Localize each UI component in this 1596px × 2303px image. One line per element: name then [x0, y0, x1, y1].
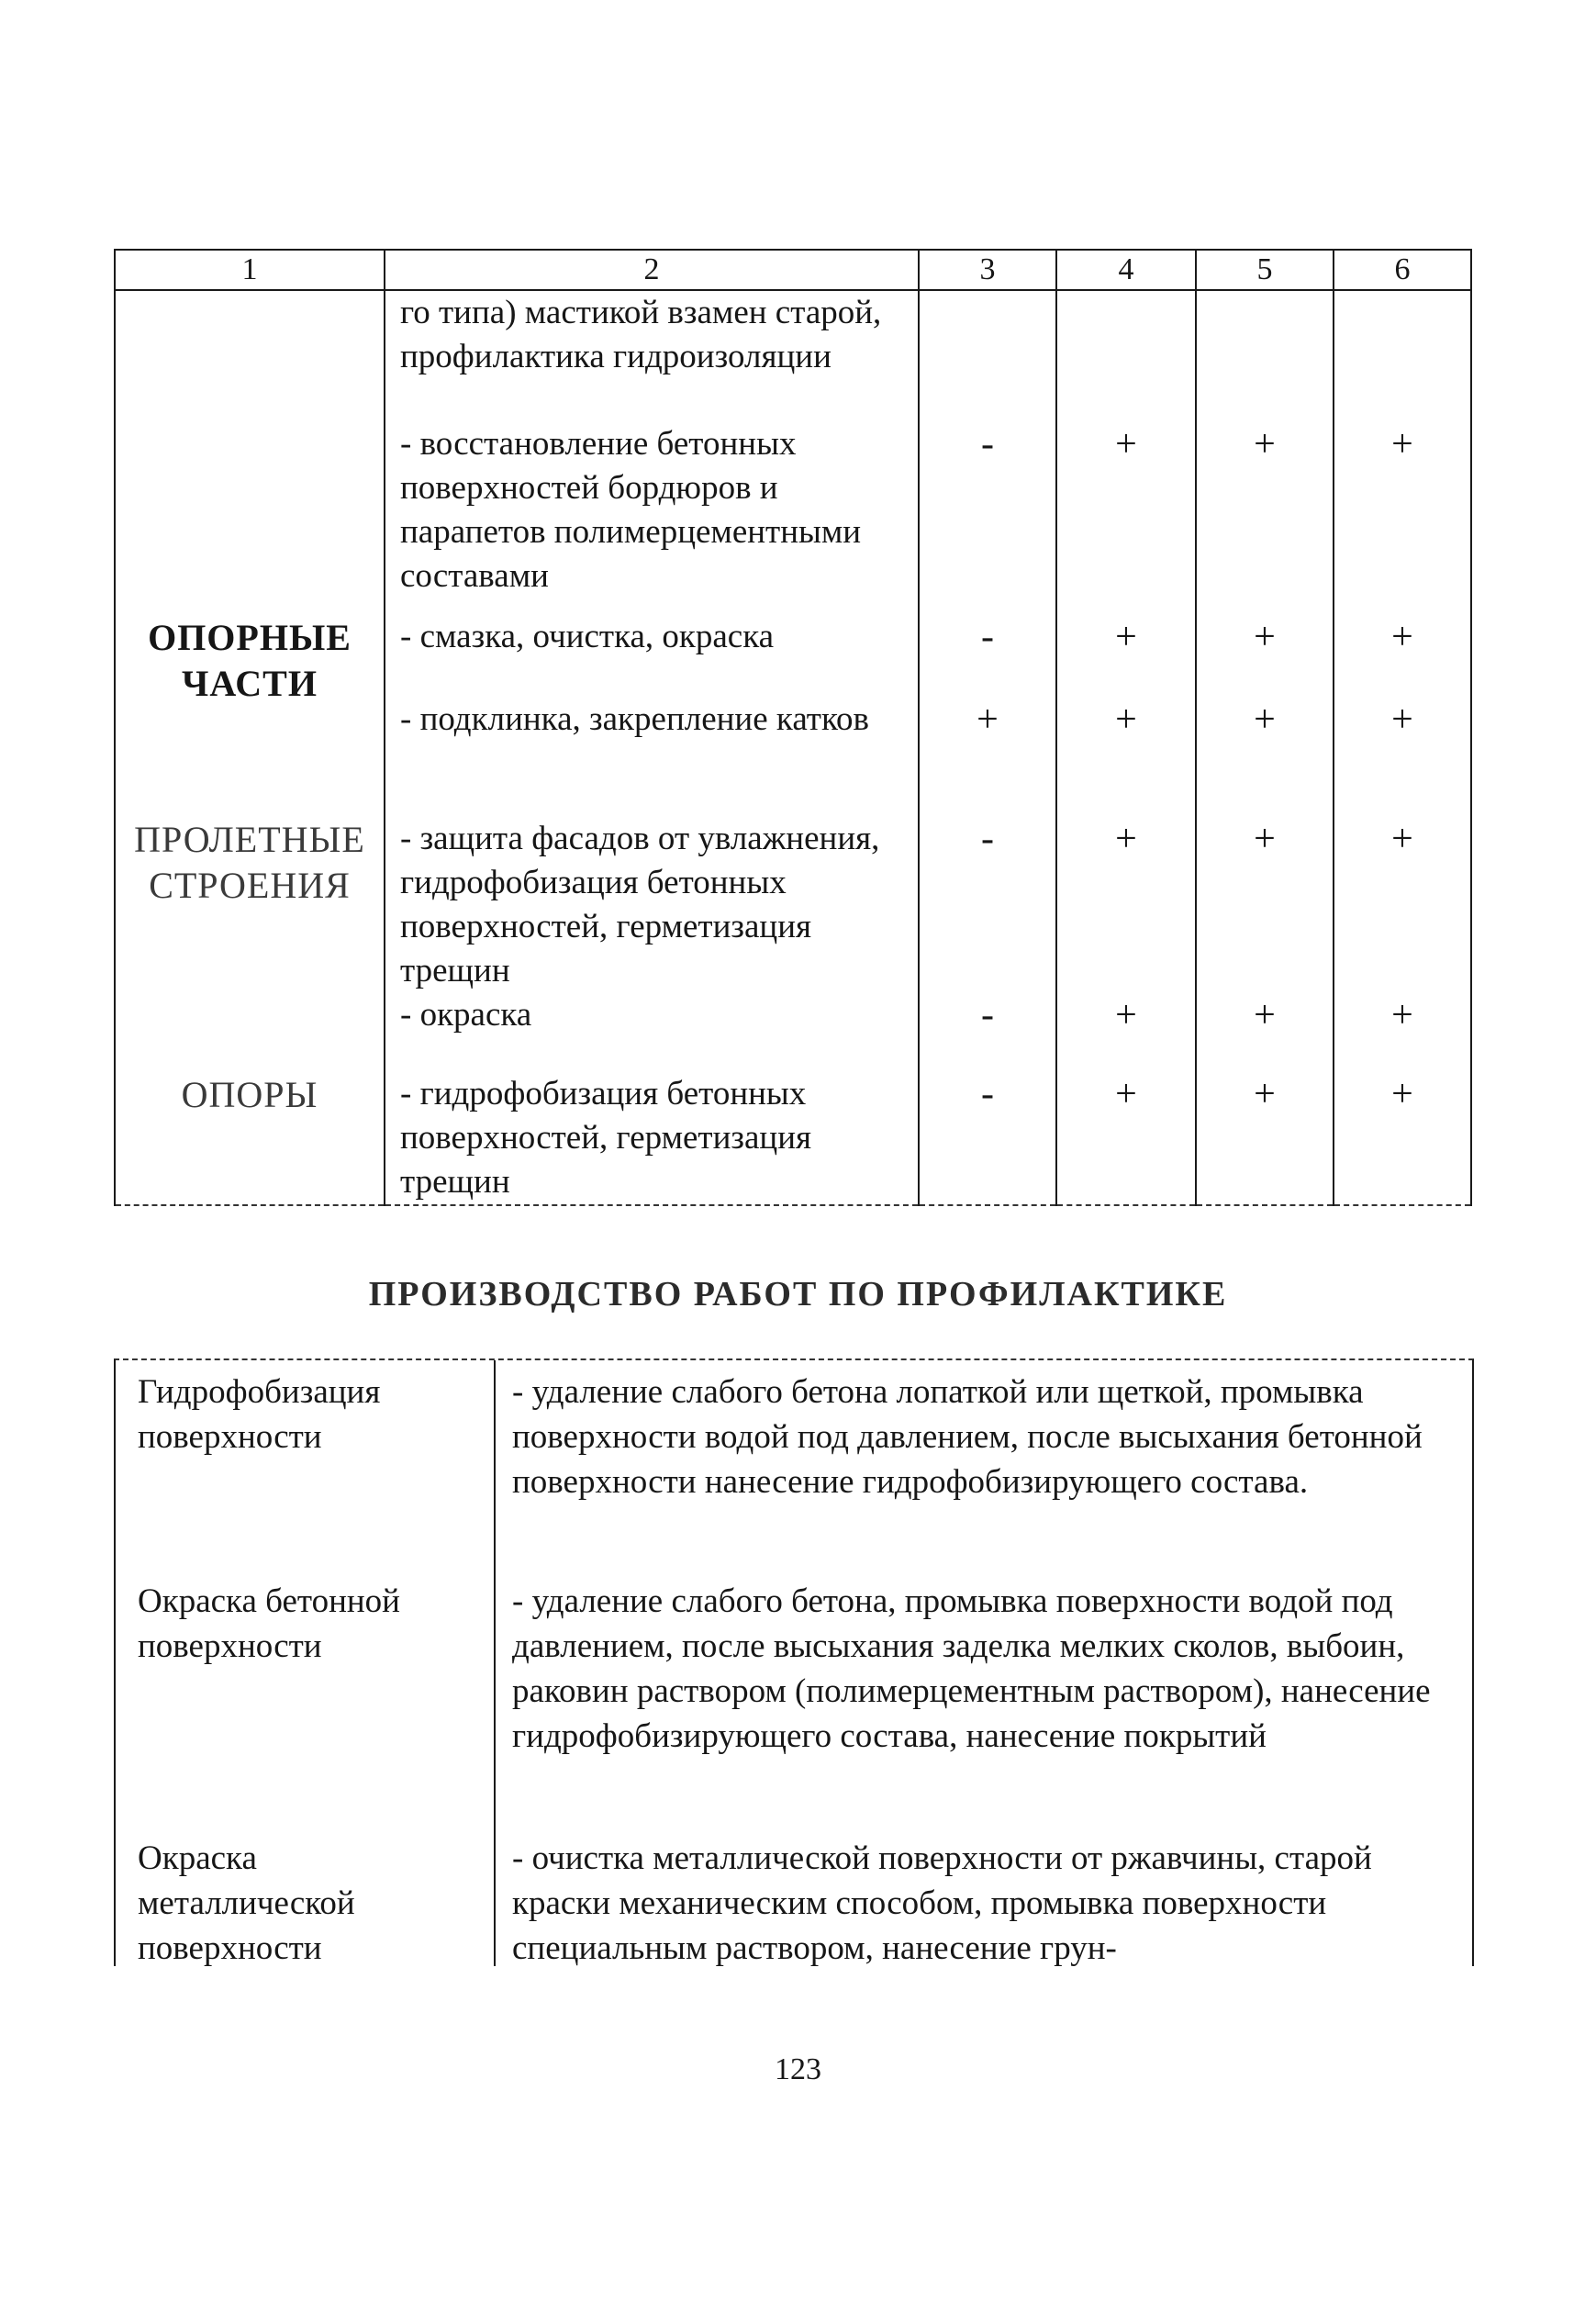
mark-col6: +: [1334, 817, 1471, 993]
table-header-row: [115, 250, 1471, 290]
mark-col6: +: [1334, 698, 1471, 817]
mark-col5: +: [1196, 1072, 1334, 1205]
header-cell: 1: [115, 250, 385, 290]
mark-col3: -: [919, 817, 1056, 993]
mark-col6: [1334, 290, 1471, 422]
procedure-text: - удаление слабого бетона, промывка поверхности водой под давлением, после высыхания заделка мелких сколов, выбоин, раковин раствором (полимерцементным раствором), нанесение гидрофобизирующего состава, нанесение покрытий: [512, 1582, 1431, 1755]
work-description: - защита фасадов от увлажнения, гидрофобизация бетонных поверхностей, герметизация трещин: [385, 817, 919, 993]
mark-col3: -: [919, 422, 1056, 615]
table-row: [115, 290, 1471, 422]
work-description: - смазка, очистка, окраска: [385, 615, 919, 698]
procedure-text: - очистка металлической поверхности от ржавчины, старой краски механическим способом, промывка поверхности специальным раствором, нанесение грун-: [512, 1839, 1372, 1967]
mark-col4: +: [1056, 615, 1196, 698]
mark-col6: +: [1334, 1072, 1471, 1205]
table-row: [115, 1072, 1471, 1205]
group-cell: ПРОЛЕТНЫЕ СТРОЕНИЯ: [115, 817, 385, 1072]
group-cell: ОПОРЫ: [115, 1072, 385, 1205]
table-row: [115, 422, 1471, 615]
procedure-name: Окраска металлической поверхности: [138, 1839, 355, 1967]
group-cell: ОПОРНЫЕ ЧАСТИ: [115, 615, 385, 817]
work-description: - окраска: [385, 993, 919, 1072]
mark-col4: +: [1056, 817, 1196, 993]
header-cell: 6: [1334, 250, 1471, 290]
mark-col4: +: [1056, 993, 1196, 1072]
mark-col5: +: [1196, 615, 1334, 698]
mark-col5: [1196, 290, 1334, 422]
mark-col6: +: [1334, 422, 1471, 615]
mark-col6: +: [1334, 993, 1471, 1072]
mark-col4: [1056, 290, 1196, 422]
table-row: [115, 817, 1471, 993]
group-cell: [115, 290, 385, 422]
header-cell: 5: [1196, 250, 1334, 290]
column-divider: [494, 1360, 496, 1966]
mark-col4: +: [1056, 1072, 1196, 1205]
group-cell: [115, 422, 385, 615]
mark-col3: +: [919, 698, 1056, 817]
mark-col6: +: [1334, 615, 1471, 698]
mark-col4: +: [1056, 698, 1196, 817]
procedure-text: - удаление слабого бетона лопаткой или щеткой, промывка поверхности водой под давлением, после высыхания бетонной поверхности нанесение гидрофобизирующего состава.: [512, 1373, 1423, 1501]
mark-col3: -: [919, 1072, 1056, 1205]
header-cell: 3: [919, 250, 1056, 290]
procedure-name: Окраска бетонной поверхности: [138, 1582, 400, 1665]
header-cell: 2: [385, 250, 919, 290]
mark-col5: +: [1196, 422, 1334, 615]
mark-col3: -: [919, 615, 1056, 698]
procedure-name: Гидрофобизация поверхности: [138, 1373, 381, 1456]
mark-col5: +: [1196, 993, 1334, 1072]
mark-col4: +: [1056, 422, 1196, 615]
header-cell: 4: [1056, 250, 1196, 290]
mark-col3: [919, 290, 1056, 422]
page-number: 123: [775, 2052, 821, 2086]
maintenance-table: [114, 249, 1472, 1206]
mark-col5: +: [1196, 817, 1334, 993]
section-heading: ПРОИЗВОДСТВО РАБОТ ПО ПРОФИЛАКТИКЕ: [368, 1275, 1228, 1314]
mark-col3: -: [919, 993, 1056, 1072]
table-row: [115, 615, 1471, 698]
procedures-table: [114, 1358, 1474, 1966]
work-description: - гидрофобизация бетонных поверхностей, герметизация трещин: [385, 1072, 919, 1205]
work-description: го типа) мастикой взамен старой, профилактика гидроизоляции: [385, 290, 919, 422]
mark-col5: +: [1196, 698, 1334, 817]
work-description: - восстановление бетонных поверхностей бордюров и парапетов полимерцементными составами: [385, 422, 919, 615]
work-description: - подклинка, закрепление катков: [385, 698, 919, 817]
